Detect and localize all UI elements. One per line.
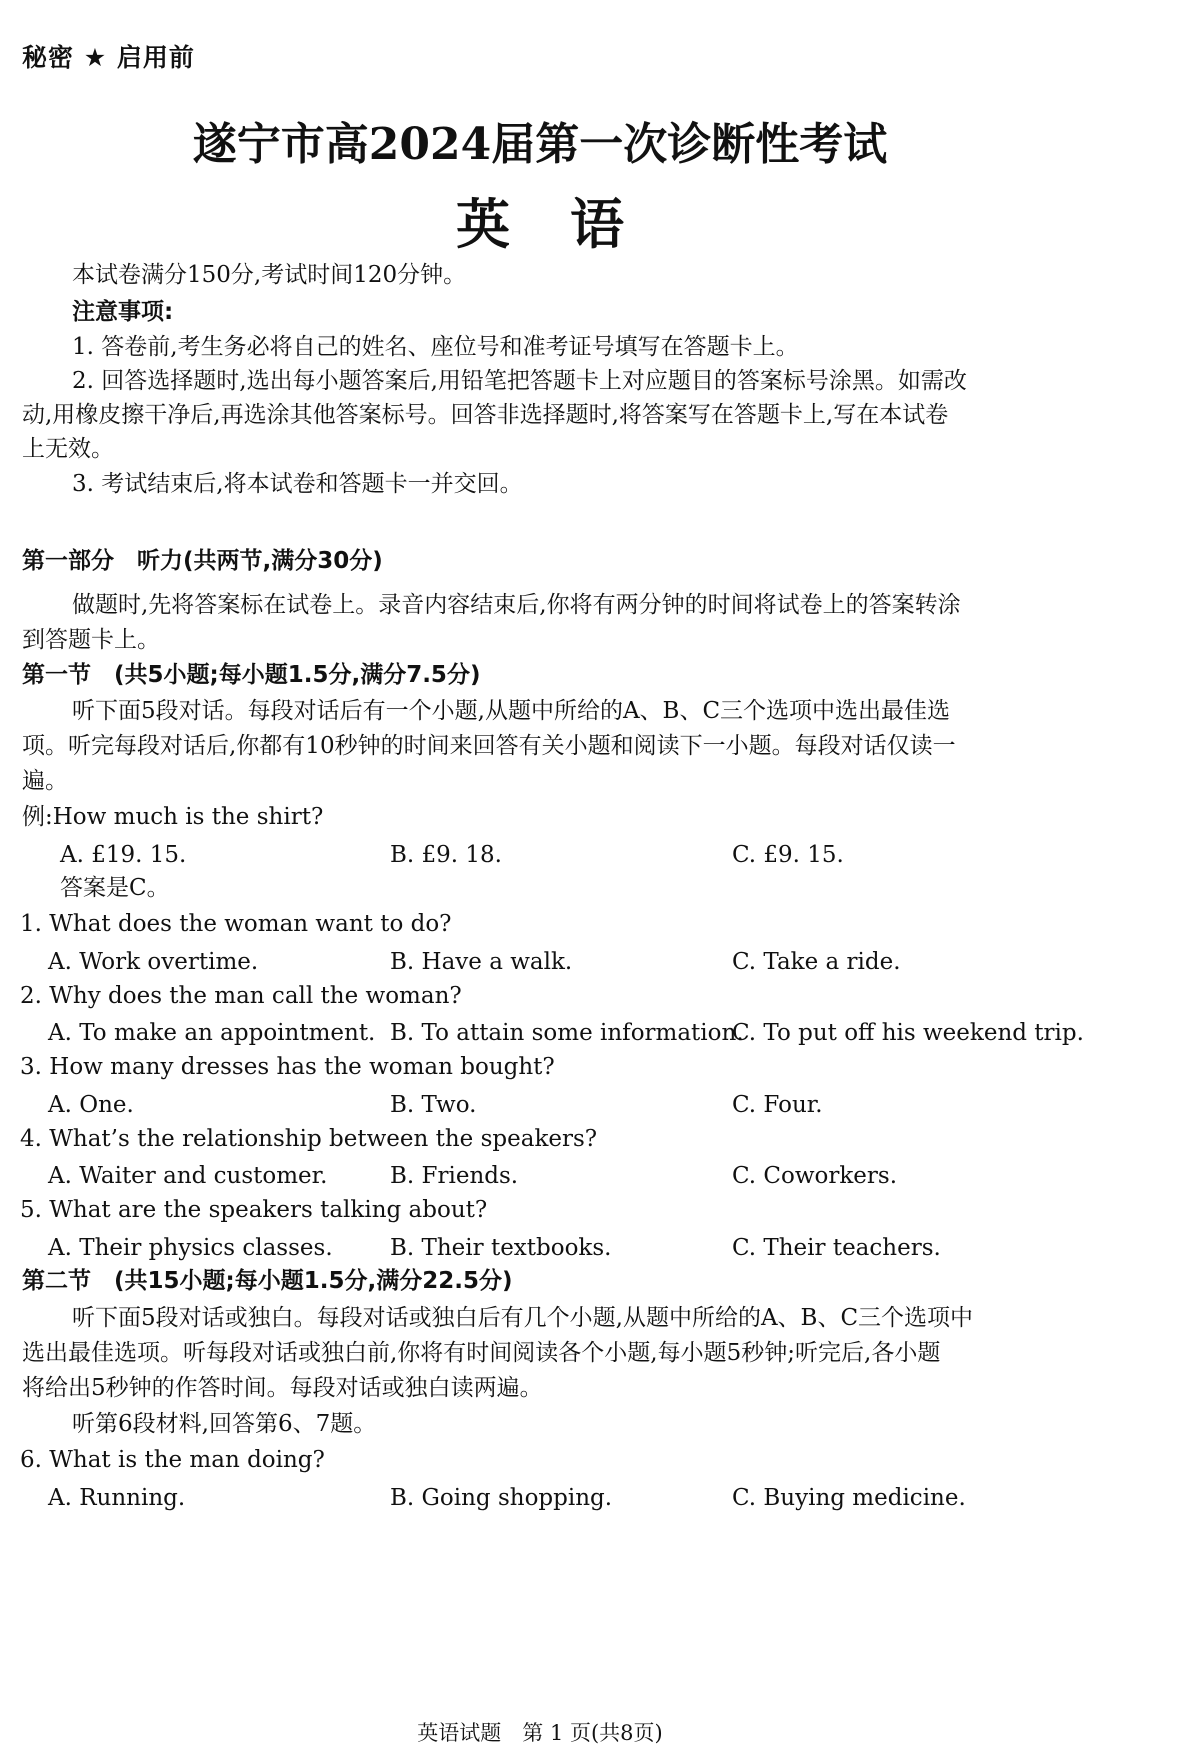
section2-instruction-line-1: 听下面5段对话或独白。每段对话或独白后有几个小题,从题中所给的A、B、C三个选项中 [72, 1305, 974, 1331]
notice-3: 3. 考试结束后,将本试卷和答题卡一并交回。 [72, 471, 523, 497]
question-1: 1. What does the woman want to do? [20, 911, 452, 937]
section1-instruction-line-1: 听下面5段对话。每段对话后有一个小题,从题中所给的A、B、C三个选项中选出最佳选 [72, 698, 951, 724]
question-3: 3. How many dresses has the woman bought? [20, 1054, 555, 1080]
section2-instruction-line-2: 选出最佳选项。听每段对话或独白前,你将有时间阅读各个小题,每小题5秒钟;听完后,各小题 [22, 1340, 941, 1366]
part1-instruction-line-2: 到答题卡上。 [22, 627, 160, 653]
question-6-option-c: C. Buying medicine. [732, 1485, 966, 1511]
secret-label: 秘密 ★ 启用前 [22, 43, 195, 72]
section1-instruction-line-2: 项。听完每段对话后,你都有10秒钟的时间来回答有关小题和阅读下一小题。每段对话仅读一 [22, 733, 956, 759]
section2-instruction-line-3: 将给出5秒钟的作答时间。每段对话或独白读两遍。 [22, 1375, 543, 1401]
example-option-b: B. £9. 18. [390, 842, 502, 868]
page-footer: 英语试题 第 1 页(共8页) [417, 1721, 663, 1745]
example-option-c: C. £9. 15. [732, 842, 844, 868]
section1-instruction-line-3: 遍。 [22, 768, 68, 794]
example-answer: 答案是C。 [60, 875, 170, 901]
question-1-option-c: C. Take a ride. [732, 949, 901, 975]
example-option-a: A. £19. 15. [60, 842, 187, 868]
question-6-option-b: B. Going shopping. [390, 1485, 613, 1511]
section1-heading: 第一节 (共5小题;每小题1.5分,满分7.5分) [22, 662, 481, 688]
material-6-note: 听第6段材料,回答第6、7题。 [72, 1411, 377, 1437]
question-6-option-a: A. Running. [48, 1485, 186, 1511]
notice-heading: 注意事项: [72, 299, 174, 325]
question-4-option-b: B. Friends. [390, 1163, 519, 1189]
question-6: 6. What is the man doing? [20, 1447, 325, 1473]
notice-2-line-2: 动,用橡皮擦干净后,再选涂其他答案标号。回答非选择题时,将答案写在答题卡上,写在本试卷 [22, 402, 949, 428]
section2-heading: 第二节 (共15小题;每小题1.5分,满分22.5分) [22, 1268, 513, 1294]
subject-title: 英语 [456, 192, 684, 256]
question-5-option-c: C. Their teachers. [732, 1235, 941, 1261]
part1-instruction-line-1: 做题时,先将答案标在试卷上。录音内容结束后,你将有两分钟的时间将试卷上的答案转涂 [72, 592, 961, 618]
question-1-option-b: B. Have a walk. [390, 949, 573, 975]
example-question: 例:How much is the shirt? [22, 804, 324, 830]
notice-2-line-3: 上无效。 [22, 436, 114, 462]
question-3-option-c: C. Four. [732, 1092, 823, 1118]
question-5-option-a: A. Their physics classes. [48, 1235, 333, 1261]
notice-2-line-1: 2. 回答选择题时,选出每小题答案后,用铅笔把答题卡上对应题目的答案标号涂黑。如需改 [72, 368, 967, 394]
question-3-option-b: B. Two. [390, 1092, 477, 1118]
question-2-option-c: C. To put off his weekend trip. [732, 1020, 1084, 1046]
question-4: 4. What’s the relationship between the speakers? [20, 1126, 598, 1152]
exam-title: 遂宁市高2024届第一次诊断性考试 [192, 119, 888, 170]
question-2-option-a: A. To make an appointment. [48, 1020, 376, 1046]
notice-1: 1. 答卷前,考生务必将自己的姓名、座位号和准考证号填写在答题卡上。 [72, 334, 799, 360]
question-3-option-a: A. One. [48, 1092, 134, 1118]
question-1-option-a: A. Work overtime. [48, 949, 259, 975]
question-4-option-c: C. Coworkers. [732, 1163, 898, 1189]
question-4-option-a: A. Waiter and customer. [48, 1163, 328, 1189]
score-line: 本试卷满分150分,考试时间120分钟。 [72, 262, 467, 288]
question-2-option-b: B. To attain some information. [390, 1020, 744, 1046]
part1-heading: 第一部分 听力(共两节,满分30分) [22, 548, 383, 574]
question-2: 2. Why does the man call the woman? [20, 983, 462, 1009]
question-5-option-b: B. Their textbooks. [390, 1235, 612, 1261]
question-5: 5. What are the speakers talking about? [20, 1197, 488, 1223]
